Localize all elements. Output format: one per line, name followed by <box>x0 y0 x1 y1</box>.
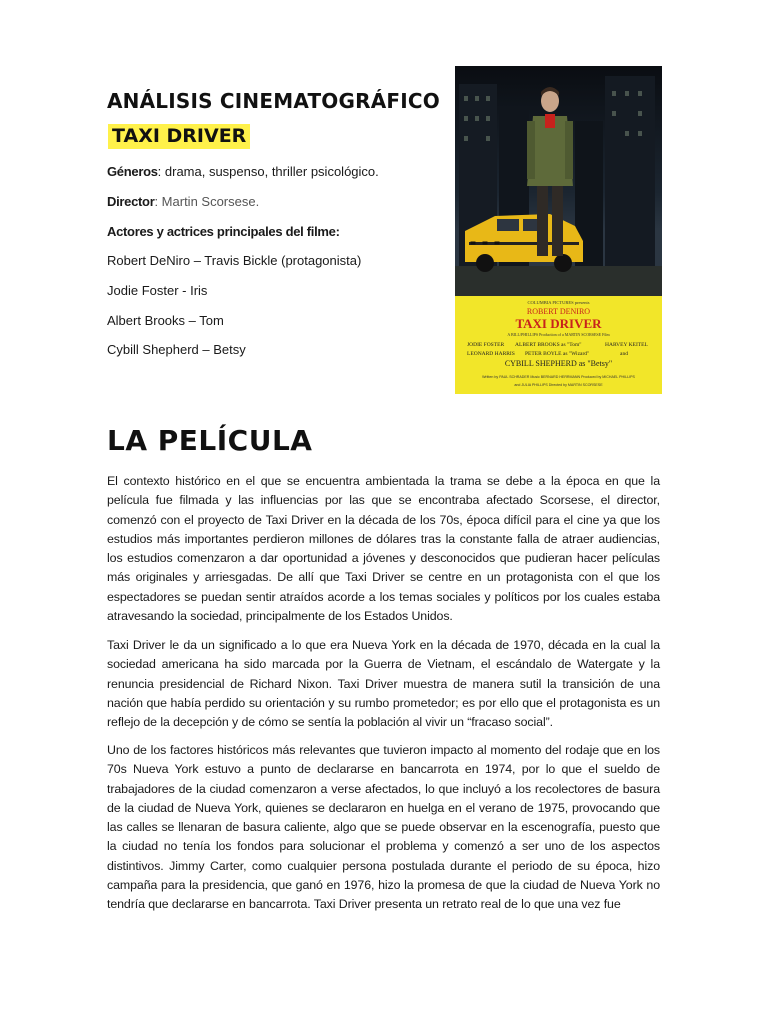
document-title: ANÁLISIS CINEMATOGRÁFICO <box>107 89 440 113</box>
poster-cast: LEONARD HARRIS <box>467 351 515 357</box>
poster-top-credit: COLUMBIA PICTURES presents <box>527 300 590 305</box>
movie-poster <box>455 66 662 394</box>
genres-line <box>107 164 379 180</box>
film-title-highlight: TAXI DRIVER <box>108 124 250 149</box>
poster-artwork <box>455 66 662 394</box>
genres-label: Géneros <box>107 164 158 179</box>
poster-cast: CYBILL SHEPHERD as "Betsy" <box>504 359 613 368</box>
genres-value: : drama, suspenso, thriller psicológico. <box>157 164 379 179</box>
poster-cast: HARVEY KEITEL <box>605 342 648 348</box>
director-line <box>107 194 259 210</box>
cast-heading: Actores y actrices principales del filme: <box>107 224 340 239</box>
body-paragraph: El contexto histórico en el que se encuentra ambientada la trama se debe a la época en que la película fue filmada y las influencias por las que se encontraba afectado Scorsese, el director, comenzó con el proyecto de Taxi Driver en la década de los 70s, época difícil para el cine ya que los estudios más importantes perdieron millones de dólares tras la constante falla de atraer audiencias, los estudios comenzaron a dar oportunidad a jóvenes y desconocidos que pudieran hacer películas más originales y arriesgadas. De allí que Taxi Driver se centre en un protagonista con el que los espectadores se puedan sentir atraídos acorde a los temas sociales y políticos por los cuales estaba atravesando la sociedad, principalmente de los Estados Unidos. <box>107 474 660 624</box>
director-value: : Martin Scorsese. <box>154 194 260 209</box>
cast-item: Jodie Foster - Iris <box>107 283 208 298</box>
poster-title: TAXI DRIVER <box>515 316 602 331</box>
poster-production: A BILL/PHILLIPS Production of a MARTIN SCORSESE Film <box>507 332 610 337</box>
poster-cast: JODIE FOSTER <box>467 342 505 348</box>
director-label: Director <box>107 194 155 209</box>
poster-cast: PETER BOYLE as "Wizard" <box>525 351 590 357</box>
poster-star: ROBERT DENIRO <box>526 307 591 316</box>
poster-cast: and <box>620 351 628 357</box>
cast-item: Albert Brooks – Tom <box>107 313 224 328</box>
cast-item: Robert DeNiro – Travis Bickle (protagonista) <box>107 253 362 268</box>
poster-credits: and JULIA PHILLIPS Directed by MARTIN SCORSESE <box>514 383 603 387</box>
section-heading: LA PELÍCULA <box>107 424 313 457</box>
body-paragraph: Taxi Driver le da un significado a lo que era Nueva York en la década de 1970, década en la cual la sociedad americana ha sido marcada por la Guerra de Vietnam, el escándalo de Watergate y la renuncia presidencial de Richard Nixon. Taxi Driver muestra de manera sutil la transición de una nación que había perdido su orientación y su rumbo prometedor; es por ello que el protagonista es un reflejo de la decepción y de cómo se sentía la población al vivir un “fracaso social”. <box>107 638 660 730</box>
poster-cast: ALBERT BROOKS as "Tom" <box>515 342 582 348</box>
poster-credits: Written by PAUL SCHRADER Music BERNARD HERRMANN Produced by MICHAEL PHILLIPS <box>482 375 635 379</box>
body-paragraph: Uno de los factores históricos más relevantes que tuvieron impacto al momento del rodaje que en los 70s Nueva York estuvo a punto de declararse en bancarrota en 1974, por lo que el sueldo de trabajadores de la ciudad comenzaron a verse afectados, lo que incluyó a los recolectores de basura de la ciudad de Nueva York, quienes se declararon en huelga en el verano de 1975, provocando que las calles se llenaran de basura caliente, algo que se puede observar en la escenografía, puesto que la ciudad no tenía los fondos para solucionar el problema y comenzó a ser uno de los aspectos distintivos. Jimmy Carter, como cualquier persona postulada durante el periodo de su época, hizo campaña para la presidencia, que ganó en 1976, hizo la promesa de que la ciudad de Nueva York no tendría que declararse en bancarrota. Taxi Driver presenta un retrato real de lo que una vez fue <box>107 743 660 912</box>
cast-item: Cybill Shepherd – Betsy <box>107 342 246 357</box>
